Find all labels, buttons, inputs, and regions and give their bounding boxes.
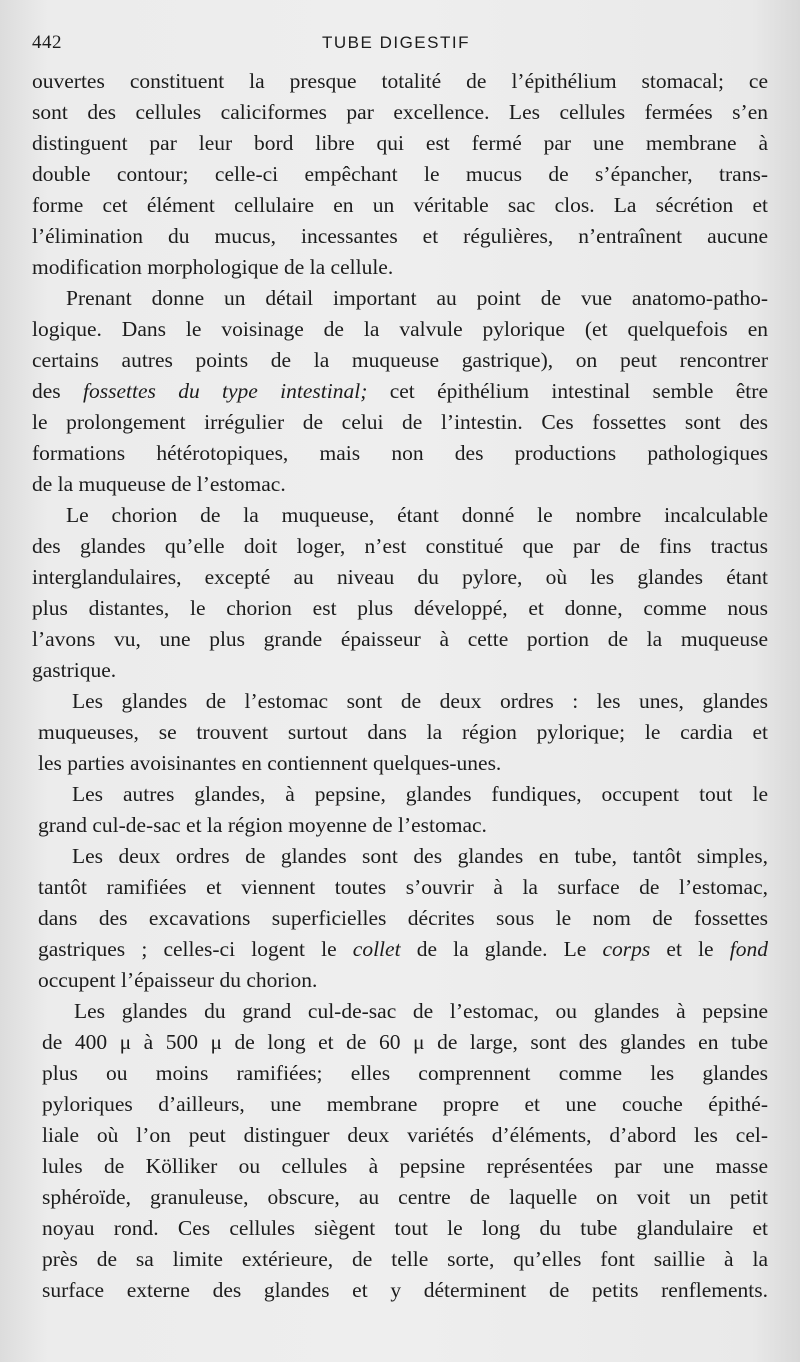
text-segment: occupent l’épaisseur du chorion.: [38, 968, 318, 992]
text-segment: formations hétérotopiques, mais non des productions pathologiques: [32, 441, 768, 465]
text-line: [32, 1151, 768, 1182]
running-title: TUBE DIGESTIF: [322, 33, 470, 52]
text-line: [32, 810, 768, 841]
text-line: [32, 1275, 768, 1306]
text-line: [32, 903, 768, 934]
text-segment: gastrique.: [32, 658, 117, 682]
text-segment: ouvertes constituent la presque totalité de l’épithélium stomacal; ce: [32, 69, 768, 93]
text-segment: noyau rond. Ces cellules siègent tout le long du tube glandulaire et: [42, 1216, 768, 1240]
text-line: [32, 190, 768, 221]
text-segment: le prolongement irrégulier de celui de l’intestin. Ces fossettes sont des: [32, 410, 768, 434]
text-segment: logique. Dans le voisinage de la valvule pylorique (et quelquefois en: [32, 317, 768, 341]
text-segment: l’élimination du mucus, incessantes et régulières, n’entraînent aucune: [32, 224, 768, 248]
text-segment: double contour; celle-ci empêchant le mucus de s’épancher, trans-: [32, 162, 768, 186]
italic-text: fossettes du type intestinal;: [83, 379, 368, 403]
text-segment: distinguent par leur bord libre qui est fermé par une membrane à: [32, 131, 768, 155]
text-segment: dans des excavations superficielles décrites sous le nom de fossettes: [38, 906, 768, 930]
text-line: [32, 593, 768, 624]
text-line: [32, 1182, 768, 1213]
text-line: [32, 996, 768, 1027]
text-segment: de la glande. Le: [400, 937, 603, 961]
page-number: 442: [32, 32, 62, 53]
text-line: [32, 686, 768, 717]
text-segment: cet épithélium intestinal semble être: [367, 379, 768, 403]
text-line: [32, 1027, 768, 1058]
text-line: [32, 1244, 768, 1275]
text-segment: sphéroïde, granuleuse, obscure, au centre de laquelle on voit un petit: [42, 1185, 768, 1209]
body-text: [32, 66, 768, 1306]
text-line: [32, 314, 768, 345]
text-segment: plus ou moins ramifiées; elles comprennent comme les glandes: [42, 1061, 768, 1085]
text-segment: Le chorion de la muqueuse, étant donné le nombre incalculable: [66, 503, 768, 527]
text-segment: gastriques ; celles-ci logent le: [38, 937, 353, 961]
text-line: [32, 469, 768, 500]
text-segment: liale où l’on peut distinguer deux variétés d’éléments, d’abord les cel-: [42, 1123, 768, 1147]
text-segment: sont des cellules caliciformes par excellence. Les cellules fermées s’en: [32, 100, 768, 124]
text-line: [32, 717, 768, 748]
text-segment: Prenant donne un détail important au point de vue anatomo-patho-: [66, 286, 768, 310]
text-line: [32, 97, 768, 128]
text-line: [32, 841, 768, 872]
text-segment: des glandes qu’elle doit loger, n’est constitué que par de fins tractus: [32, 534, 768, 558]
text-line: [32, 624, 768, 655]
text-line: [32, 965, 768, 996]
text-segment: des: [32, 379, 83, 403]
text-segment: forme cet élément cellulaire en un véritable sac clos. La sécrétion et: [32, 193, 768, 217]
text-segment: Les deux ordres de glandes sont des glandes en tube, tantôt simples,: [72, 844, 768, 868]
text-line: [32, 779, 768, 810]
text-segment: les parties avoisinantes en contiennent quelques-unes.: [38, 751, 502, 775]
text-segment: certains autres points de la muqueuse gastrique), on peut rencontrer: [32, 348, 768, 372]
text-segment: l’avons vu, une plus grande épaisseur à cette portion de la muqueuse: [32, 627, 768, 651]
text-line: [32, 934, 768, 965]
text-line: [32, 376, 768, 407]
text-segment: Les glandes de l’estomac sont de deux ordres : les unes, glandes: [72, 689, 768, 713]
text-line: [32, 66, 768, 97]
text-line: [32, 159, 768, 190]
text-line: [32, 872, 768, 903]
text-segment: plus distantes, le chorion est plus développé, et donne, comme nous: [32, 596, 768, 620]
text-segment: surface externe des glandes et y déterminent de petits renflements.: [42, 1278, 768, 1302]
text-segment: Les autres glandes, à pepsine, glandes fundiques, occupent tout le: [72, 782, 768, 806]
text-segment: muqueuses, se trouvent surtout dans la région pylorique; le cardia et: [38, 720, 768, 744]
italic-text: fond: [729, 937, 768, 961]
italic-text: corps: [602, 937, 651, 961]
text-line: [32, 1089, 768, 1120]
text-line: [32, 252, 768, 283]
text-segment: Les glandes du grand cul-de-sac de l’estomac, ou glandes à pepsine: [74, 999, 768, 1023]
text-segment: pyloriques d’ailleurs, une membrane propre et une couche épithé-: [42, 1092, 768, 1116]
text-line: [32, 562, 768, 593]
text-line: [32, 748, 768, 779]
text-line: [32, 128, 768, 159]
text-segment: et le: [650, 937, 730, 961]
text-segment: de 400 μ à 500 μ de long et de 60 μ de large, sont des glandes en tube: [42, 1030, 768, 1054]
text-line: [32, 1120, 768, 1151]
text-segment: tantôt ramifiées et viennent toutes s’ouvrir à la surface de l’estomac,: [38, 875, 768, 899]
text-line: [32, 1058, 768, 1089]
text-line: [32, 221, 768, 252]
text-line: [32, 438, 768, 469]
text-segment: de la muqueuse de l’estomac.: [32, 472, 286, 496]
text-line: [32, 407, 768, 438]
text-segment: interglandulaires, excepté au niveau du pylore, où les glandes étant: [32, 565, 768, 589]
text-line: [32, 531, 768, 562]
text-segment: lules de Kölliker ou cellules à pepsine représentées par une masse: [42, 1154, 768, 1178]
italic-text: collet: [352, 937, 401, 961]
text-line: [32, 283, 768, 314]
text-line: [32, 500, 768, 531]
text-line: [32, 345, 768, 376]
page-header: [32, 32, 760, 56]
text-line: [32, 1213, 768, 1244]
text-line: [32, 655, 768, 686]
text-segment: modification morphologique de la cellule.: [32, 255, 394, 279]
text-segment: grand cul-de-sac et la région moyenne de l’estomac.: [38, 813, 487, 837]
text-segment: près de sa limite extérieure, de telle sorte, qu’elles font saillie à la: [42, 1247, 768, 1271]
